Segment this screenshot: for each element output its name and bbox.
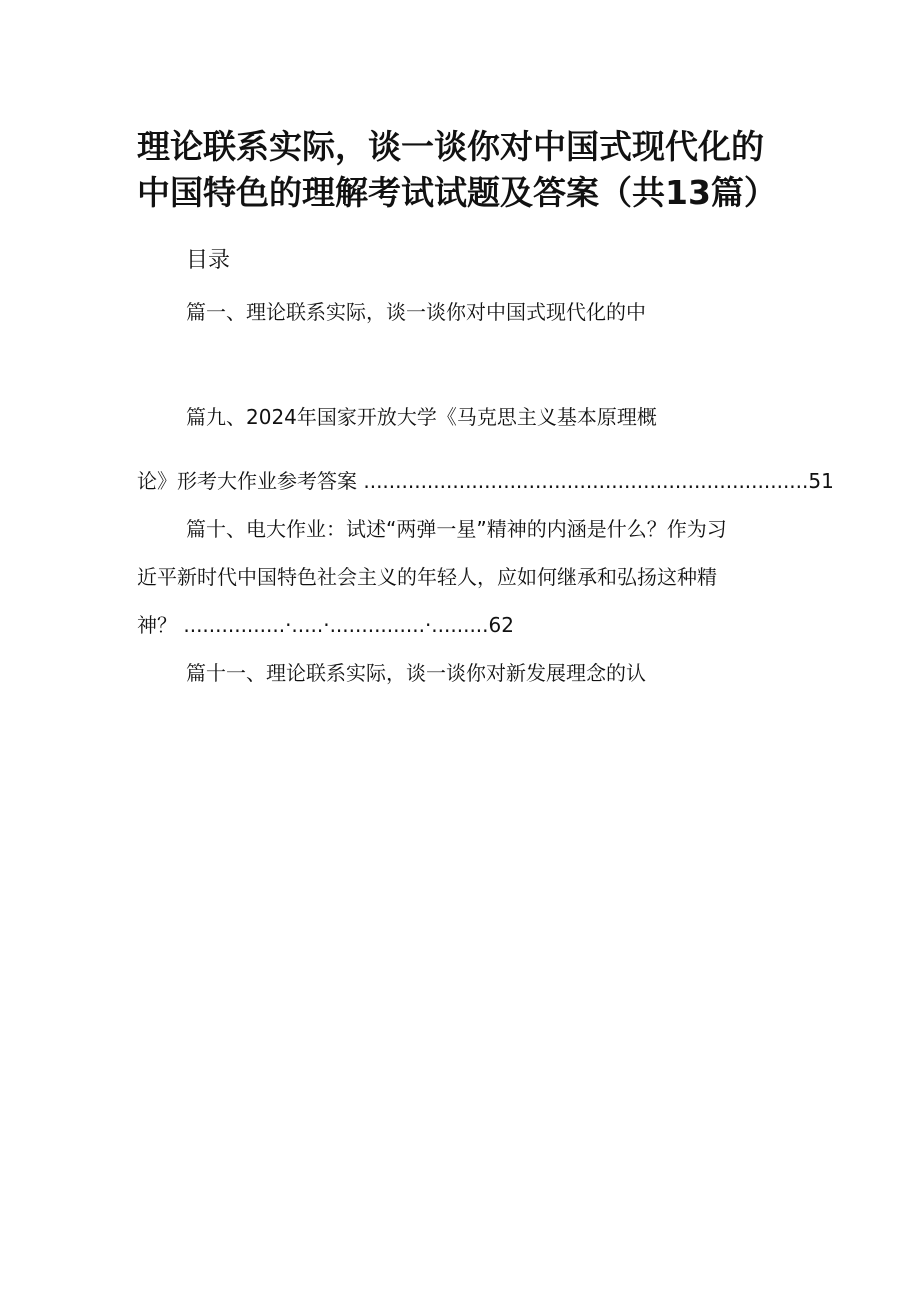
toc-entry-9-continued: 论》形考大作业参考答案 ......................................................................51 [137,469,834,493]
toc-entry-11: 篇十一、理论联系实际，谈一谈你对新发展理念的认 [186,661,646,685]
toc-entry-10-continued: 近平新时代中国特色社会主义的年轻人，应如何继承和弘扬这种精 [137,565,717,589]
title-line-2: 中国特色的理解考试试题及答案（共13篇） [137,173,777,212]
toc-entry-9: 篇九、2024年国家开放大学《马克思主义基本原理概 [186,405,657,429]
title-line-1: 理论联系实际，谈一谈你对中国式现代化的 [137,127,764,166]
document-title [137,124,837,216]
toc-entry-1: 篇一、理论联系实际，谈一谈你对中国式现代化的中 [186,300,646,324]
toc-heading: 目录 [186,248,231,273]
toc-entry-10: 篇十、电大作业：试述“两弹一星”精神的内涵是什么？作为习 [186,517,727,541]
toc-entry-10-end: 神？ ................·.....·...............·.........62 [137,613,514,637]
